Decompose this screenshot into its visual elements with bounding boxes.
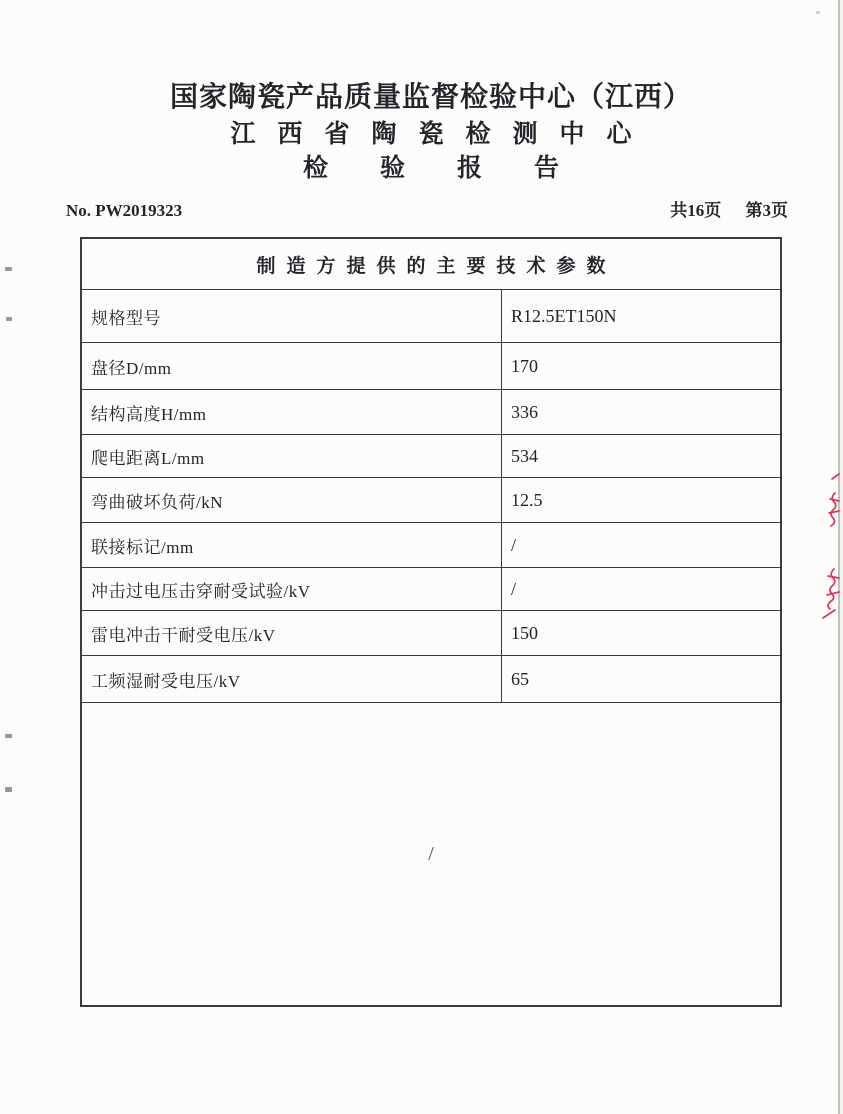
table-row xyxy=(82,435,780,478)
scan-speck xyxy=(5,267,12,271)
table-row xyxy=(82,390,780,435)
table-row xyxy=(82,478,780,523)
table-row xyxy=(82,656,780,703)
table-header: 制造方提供的主要技术参数 xyxy=(82,239,780,290)
row-label: 爬电距离L/mm xyxy=(82,435,502,477)
table-row xyxy=(82,290,780,343)
scan-speck xyxy=(5,734,12,738)
page-info xyxy=(650,196,788,221)
row-label: 雷电冲击干耐受电压/kV xyxy=(82,611,502,655)
red-annotation-marks xyxy=(818,466,843,636)
row-label: 结构高度H/mm xyxy=(82,390,502,434)
scan-speck xyxy=(816,11,820,14)
table-empty-cell xyxy=(82,703,780,1005)
row-value: 65 xyxy=(511,668,529,689)
table-row xyxy=(82,568,780,611)
row-value: 150 xyxy=(511,622,538,643)
parameters-table xyxy=(80,237,782,1007)
table-row xyxy=(82,523,780,568)
row-value: 336 xyxy=(511,401,538,422)
page-current: 第3页 xyxy=(745,201,788,220)
empty-cell-slash: / xyxy=(428,842,434,865)
table-row xyxy=(82,343,780,390)
report-title-block xyxy=(80,80,782,185)
row-label: 冲击过电压击穿耐受试验/kV xyxy=(82,568,502,610)
row-value: / xyxy=(511,578,517,599)
row-label: 盘径D/mm xyxy=(82,343,502,389)
row-value: R12.5ET150N xyxy=(511,305,617,326)
scan-speck xyxy=(5,787,12,792)
row-label: 弯曲破坏负荷/kN xyxy=(82,478,502,522)
row-value: 12.5 xyxy=(511,489,543,510)
row-label: 联接标记/mm xyxy=(82,523,502,567)
row-value: 534 xyxy=(511,445,538,466)
pages-total: 共16页 xyxy=(670,201,722,220)
table-rows xyxy=(82,290,780,703)
table-row xyxy=(82,611,780,656)
row-label: 规格型号 xyxy=(82,290,502,342)
scan-speck xyxy=(6,317,12,321)
report-title: 检验报告 xyxy=(302,155,611,182)
report-number: No. PW2019323 xyxy=(66,201,183,220)
org-title-line2: 江西省陶瓷检测中心 xyxy=(230,121,654,148)
report-meta-row xyxy=(66,196,788,221)
row-label: 工频湿耐受电压/kV xyxy=(82,656,502,702)
row-value: 170 xyxy=(511,355,538,376)
org-title-line1: 国家陶瓷产品质量监督检验中心（江西） xyxy=(169,82,692,113)
row-value: / xyxy=(511,534,517,555)
